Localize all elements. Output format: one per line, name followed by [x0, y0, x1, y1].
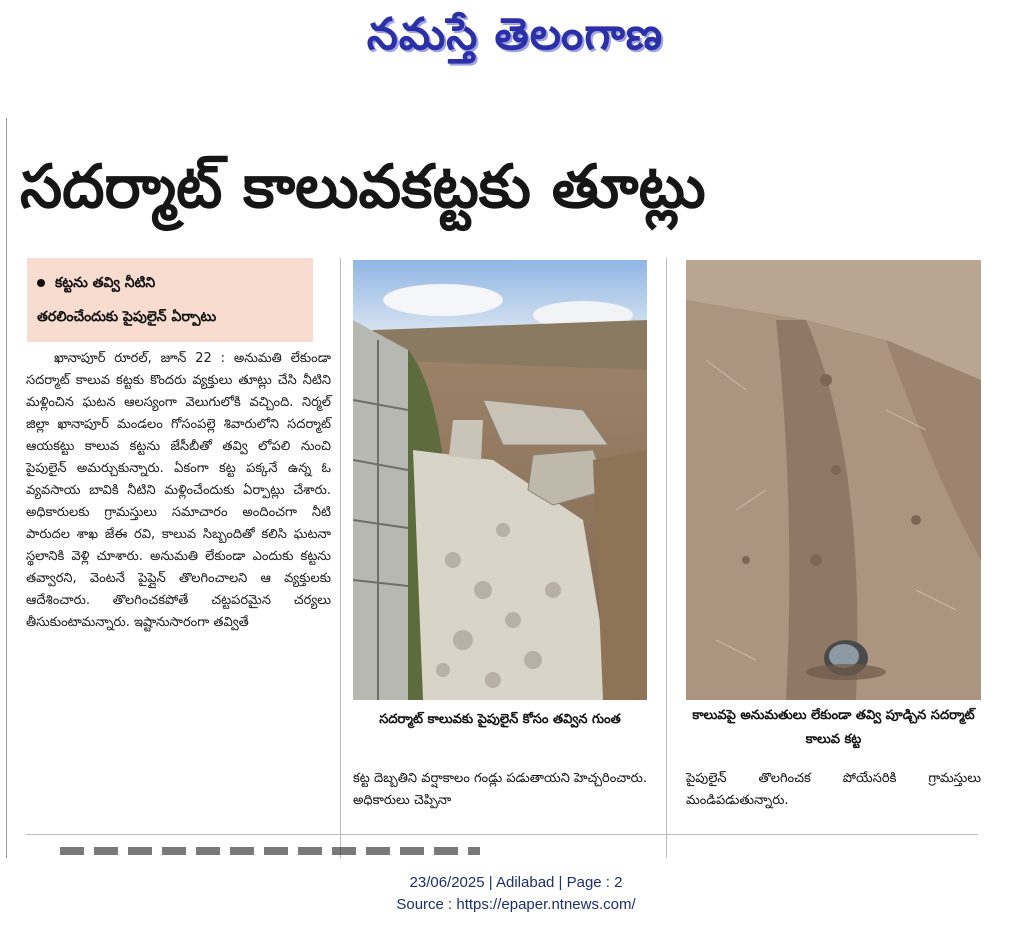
article-body: [26, 348, 331, 634]
column-divider: [666, 258, 667, 858]
article-continuation-2: పైపులైన్ తొలగించక పోయేసరికి గ్రామస్తులు మండిపడుతున్నారు.: [686, 771, 981, 808]
photo-dug-pit: [353, 260, 647, 700]
footer-source: Source : https://epaper.ntnews.com/: [396, 896, 636, 913]
article-kicker: [27, 258, 313, 342]
article-bottom-rule: [26, 834, 978, 835]
article-body-text: ఖానాపూర్ రూరల్, జూన్ 22 : అనుమతి లేకుండా సదర్మాట్ కాలువ కట్టకు కొందరు వ్యక్తులు తూట్లు చేసి నీటిని మళ్లించిన ఘటన ఆలస్యంగా వెలుగులోకి వచ్చింది. నిర్మల్ జిల్లా ఖానాపూర్ మండలం గోసంపల్లె శివారులోని సదర్మాట్ ఆయకట్టు కాలువ కట్టను జేసీబీతో తవ్వి లోపలి నుంచి పైపులైన్ అమర్చుకున్నారు. ఏకంగా కట్ట పక్కనే ఉన్న ఓ వ్యవసాయ బావికి నీటిని మళ్లించేందుకు ఏర్పాట్లు చేశారు. అధికారులకు గ్రామస్తులు సమాచారం అందించగా నీటి పారుదల శాఖ జేఈ రవి, కాలువ సిబ్బందితో కలిసి ఘటనా స్థలానికి వెళ్లి చూశారు. అనుమతి లేకుండా ఎందుకు కట్టను తవ్వారని, వెంటనే పైప్లైన్ తొలగించాలని ఆ వ్యక్తులకు ఆదేశించారు. తొలగించకపోతే చట్టపరమైన చర్యలు తీసుకుంటామన్నారు. ఇష్టానుసారంగా తవ్వితే: [26, 351, 331, 630]
masthead-title: నమస్తే తెలంగాణ: [366, 9, 664, 60]
kicker-line-2: తరలించేందుకు పైపులైన్ ఏర్పాటు: [37, 309, 217, 325]
page-left-rule: [6, 118, 7, 858]
photo-refilled-bund-caption: కాలువపై అనుమతులు లేకుండా తవ్వి పూడ్చిన సదర్మాట్ కాలువ కట్ట: [692, 708, 975, 747]
photo-refilled-bund: [686, 260, 981, 700]
article-continuation-1: కట్ట దెబ్బతిని వర్షాకాలం గండ్లు పడుతాయని హెచ్చరించారు. అధికారులు చెప్పినా: [353, 771, 647, 808]
photo-dug-pit-image: [353, 260, 647, 700]
masthead-logo: [300, 6, 730, 74]
article-headline: [20, 138, 1000, 250]
column-divider: [340, 258, 341, 858]
photo-refilled-bund-image: [686, 260, 981, 700]
bullet-icon: [37, 279, 45, 287]
headline-text: సదర్మాట్ కాలువకట్టకు తూట్లు: [20, 152, 706, 222]
cropped-next-headline: [60, 847, 480, 855]
photo-dug-pit-caption: సదర్మాట్ కాలువకు పైపులైన్ కోసం తవ్విన గుంత: [379, 712, 621, 727]
kicker-line-1: కట్టను తవ్వి నీటిని: [37, 266, 303, 300]
footer-edition-info: 23/06/2025 | Adilabad | Page : 2: [409, 874, 623, 891]
